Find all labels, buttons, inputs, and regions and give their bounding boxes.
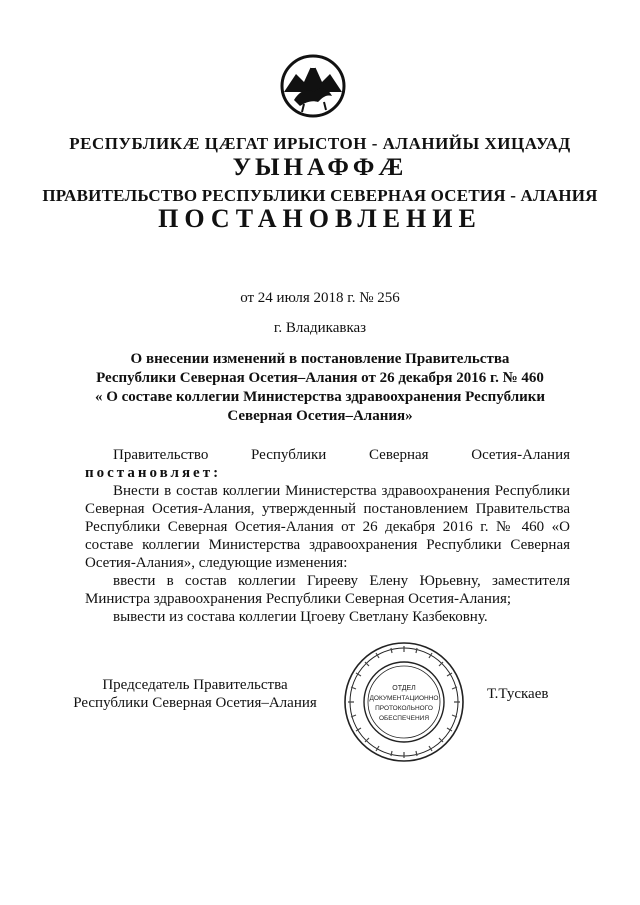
header-ossetian-doc-type: УЫНАФФӔ — [232, 154, 408, 181]
body-paragraph-1 — [85, 446, 570, 482]
body-paragraph-3: ввести в состав коллегии Гирееву Елену Юрьевну, заместителя Министра здравоохранения Республики Северная Осетия-Алания; — [85, 573, 570, 607]
document-type-title: ПОСТАНОВЛЕНИЕ — [158, 204, 482, 233]
body-paragraph-4: вывести из состава коллегии Цгоеву Светлану Казбековну. — [113, 609, 488, 625]
subject-line-1: О внесении изменений в постановление Правительства — [130, 351, 510, 367]
position-line-1: Председатель Правительства — [102, 677, 288, 693]
stamp-ring-marks — [348, 646, 460, 758]
document-subject — [60, 350, 580, 426]
body-paragraph-2: Внести в состав коллегии Министерства здравоохранения Республики Северная Осетия-Алания, утвержденный постановлением Правительства Республики Северная Осетия-Алания от 26 декабря 2016 г. № 460 «О составе коллегии Министерства здравоохранения Республики Северная Осетия-Алания», следующие изменения: — [85, 483, 570, 571]
subject-line-2: Республики Северная Осетия–Алания от 26 декабря 2016 г. № 460 — [96, 370, 544, 386]
subject-line-4: Северная Осетия–Алания» — [227, 408, 413, 424]
paragraph-1-text: Правительство Республики Северная Осетия-Алания — [113, 447, 570, 463]
subject-line-3: « О составе коллегии Министерства здравоохранения Республики — [94, 389, 546, 405]
coat-of-arms-icon — [278, 52, 348, 118]
header-ossetian-government: РЕСПУБЛИКӔ ЦӔГАТ ИРЫСТОН - АЛАНИЙЫ ХИЦАУАД — [69, 134, 571, 153]
signatory-position — [70, 676, 320, 712]
document-date-number: от 24 июля 2018 г. № 256 — [240, 290, 400, 306]
stamp-center-line-4: ОБЕСПЕЧЕНИЯ — [378, 715, 430, 722]
stamp-center-line-3: ПРОТОКОЛЬНОГО — [375, 705, 433, 712]
stamp-center-line-2: ДОКУМЕНТАЦИОННО — [369, 695, 439, 702]
stamp-center-line-1: ОТДЕЛ — [392, 685, 416, 692]
signatory-name: Т.Тускаев — [487, 686, 549, 702]
header-government: ПРАВИТЕЛЬСТВО РЕСПУБЛИКИ СЕВЕРНАЯ ОСЕТИЯ - АЛАНИЯ — [42, 186, 598, 205]
position-line-2: Республики Северная Осетия–Алания — [73, 695, 317, 711]
resolves-word: постановляет: — [85, 465, 222, 481]
document-city: г. Владикавказ — [273, 320, 367, 336]
document-body — [85, 446, 570, 626]
official-stamp — [342, 640, 466, 764]
